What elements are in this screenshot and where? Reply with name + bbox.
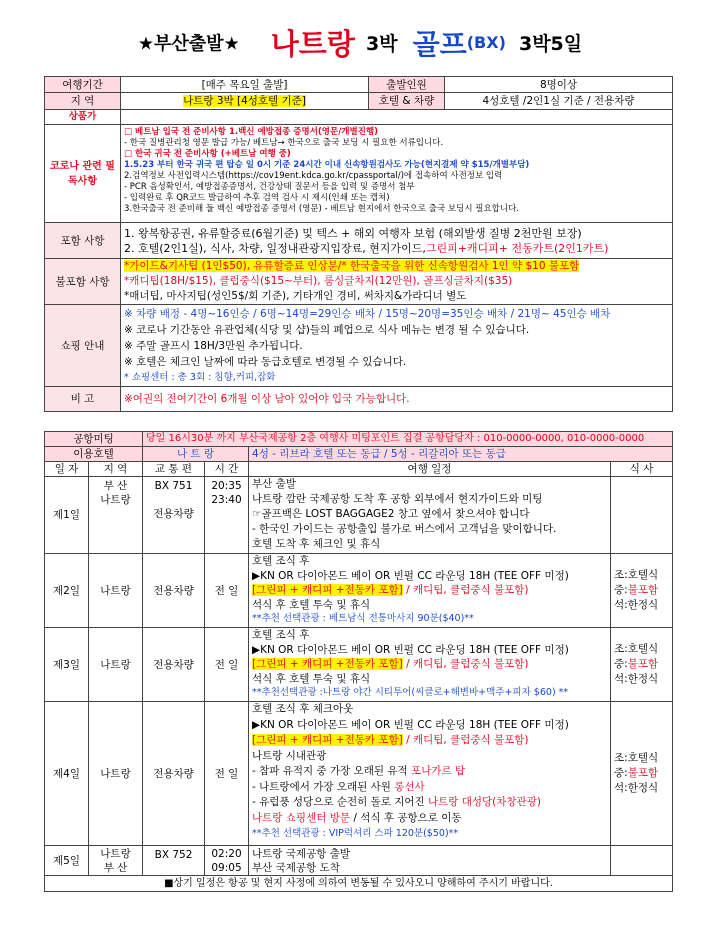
col-transport: 교 통 편 (143, 462, 205, 477)
title-airline: (BX) (466, 33, 506, 52)
golf-fees-excluded: / 캐디팁, 클럽중식 불포함) (406, 658, 529, 670)
included-golf-fees: 그린피+캐디피+ 전동카트(2인1카트) (425, 241, 609, 255)
hotel-row-label: 이용호텔 (45, 447, 143, 462)
meal-lunch: 불포함 (627, 658, 659, 670)
golf-fees-included: [그린피 + 캐디피 +전동카 포함] (252, 584, 403, 596)
meal-lunch: 불포함 (627, 767, 659, 779)
shopping-line-4: ※ 호텔은 체크인 날짜에 따라 동급호텔로 변경될 수 있습니다. (124, 355, 407, 368)
day-row-1 (45, 477, 673, 554)
corona-line-5: 2.검역정보 사전입력시스템(https://cov19ent.kdca.go.kr/cpassportal/)에 접속하여 사전정보 입력 (124, 171, 503, 181)
title-nights: 3박 (365, 33, 398, 55)
day-region: 나트랑 (89, 628, 143, 702)
people-value: 8명이상 (445, 77, 673, 93)
schedule-line: ▶KN OR 다이아몬드 베이 OR 빈펄 CC 라운딩 18H (TEE OFF 미정) (252, 643, 569, 656)
page-title (0, 22, 720, 72)
included-label: 포함 사항 (45, 223, 121, 259)
title-golf: 골프 (412, 27, 467, 61)
day-label: 제5일 (45, 846, 89, 876)
day-meals (611, 628, 673, 702)
schedule-line: 호텔 도착 후 체크인 및 휴식 (252, 538, 381, 550)
corona-line-7: - 입력완료 후 QR코드 발급하여 추후 검역 검사 시 제시(인쇄 또는 캡쳐) (124, 193, 390, 203)
day-schedule (249, 554, 611, 628)
schedule-line: 호텔 조식 후 (252, 555, 310, 567)
excluded-label: 불포함 사항 (45, 259, 121, 305)
col-day: 일 자 (45, 462, 89, 477)
schedule-line: 나트랑 깜란 국제공항 도착 후 공항 외부에서 현지가이드와 미팅 (252, 493, 543, 505)
schedule-line: ▶KN OR 다이아몬드 베이 OR 빈펄 CC 라운딩 18H (TEE OFF 미정) (252, 569, 569, 582)
sight-1-name: 포나가르 탑 (411, 765, 466, 777)
schedule-line: 석식 후 호텔 투숙 및 휴식 (252, 598, 371, 611)
schedule-line: 부산 국제공항 도착 (252, 861, 340, 874)
title-duration: 3박5일 (518, 33, 583, 55)
corona-line-3: □ 한국 귀국 전 준비사항 (+베트남 여행 중) (124, 149, 291, 159)
hotel-vehicle-label: 호텔 & 차량 (369, 93, 445, 110)
included-line-2: 2. 호텔(2인1실), 식사, 차량, 일정내관광지입장료, 현지가이드, (124, 241, 426, 255)
day-region: 나트랑 (89, 554, 143, 628)
product-info-table (44, 76, 673, 412)
day-schedule (249, 702, 611, 846)
optional-tour: **추천선택관광 :나트랑 야간 시티투어(씨클로+해변바+맥주+피자 $60) ** (252, 687, 569, 698)
corona-line-2: - 한국 질병관리청 영문 발급 가능/ 베트남→ 한국으로 출국 보딩 시 필요한 서류입니다. (124, 138, 444, 148)
meal-breakfast: 조:호텔식 (614, 569, 659, 581)
day-row-5 (45, 846, 673, 876)
people-label: 출발인원 (369, 77, 445, 93)
day-region: 나트랑 부 산 (89, 846, 143, 876)
footer-note: ■상기 일정은 항공 및 현지 사정에 의하여 변동될 수 있사오니 양해하여 주시기 바랍니다. (45, 876, 673, 892)
shopping-line-3: ※ 주말 골프시 18H/3만원 추가됩니다. (124, 339, 303, 352)
shopping-visit: 나트랑 쇼핑센터 방문 (252, 811, 350, 824)
sight-1-desc: - 참파 유적지 중 가장 오래된 유적 (252, 765, 408, 777)
day-label: 제3일 (45, 628, 89, 702)
corona-line-1: □ 베트남 입국 전 준비사항 1.백신 예방접종 증명서(영문/개별진행) (124, 127, 379, 137)
corona-notes (121, 125, 673, 223)
schedule-line: 나트랑 국제공항 출발 (252, 847, 350, 860)
hotel-vehicle-value: 4성호텔 /2인1실 기준 / 전용차량 (445, 93, 673, 110)
day-transport: 전용차량 (143, 554, 205, 628)
product-price-value (121, 110, 673, 125)
golf-fees-excluded: / 캐디팁, 클럽중식 불포함) (406, 584, 529, 596)
schedule-line: 나트랑 시내관광 (252, 749, 327, 762)
day-transport: 전용차량 (143, 702, 205, 846)
schedule-line: 호텔 조식 후 (252, 629, 310, 641)
shopping-line-2: ※ 코로나 기간동안 유관업체(식당 및 샵)들의 폐업으로 식사 메뉴는 변경 될 수 있습니다. (124, 323, 530, 336)
schedule-line: 부산 출발 (252, 478, 296, 490)
schedule-line: ☞골프백은 LOST BAGGAGE2 창고 옆에서 찾으셔야 합니다 (252, 508, 530, 520)
day-label: 제4일 (45, 702, 89, 846)
excluded-items (121, 259, 673, 305)
day-transport: BX 751 전용차량 (143, 477, 205, 554)
product-price-label: 상품가 (45, 110, 121, 125)
day-row-3 (45, 628, 673, 702)
day-schedule (249, 477, 611, 554)
day-region: 나트랑 (89, 702, 143, 846)
meal-dinner: 석:한정식 (614, 782, 659, 794)
excluded-line-1: *가이드&기사팁 (1인$50), 유류할증료 인상분/* 한국출국을 위한 신속항원검사 1인 약 $10 불포함 (124, 260, 580, 272)
title-destination: 나트랑 (270, 27, 355, 61)
col-meals: 식 사 (611, 462, 673, 477)
day-region: 부 산 나트랑 (89, 477, 143, 554)
day-time: 20:35 23:40 (205, 477, 249, 554)
remarks-value: ※여권의 전여기간이 6개월 이상 남아 있어야 입국 가능합니다. (121, 387, 673, 412)
day-time: 02:20 09:05 (205, 846, 249, 876)
golf-fees-included: [그린피 + 캐디피 +전동카 포함] (252, 734, 403, 746)
meal-breakfast: 조:호텔식 (614, 643, 659, 655)
day-meals (611, 846, 673, 876)
schedule-line: / 석식 후 공항으로 이동 (353, 811, 462, 824)
shopping-label: 쇼핑 안내 (45, 305, 121, 387)
day-label: 제2일 (45, 554, 89, 628)
day-time: 전 일 (205, 554, 249, 628)
sight-2-name: 롱선사 (394, 780, 425, 793)
day-label: 제1일 (45, 477, 89, 554)
meal-lunch-label: 중: (614, 584, 628, 596)
schedule-line: 호텔 조식 후 체크아웃 (252, 703, 354, 715)
hotel-row-city: 나 트 랑 (143, 447, 249, 462)
shopping-items (121, 305, 673, 387)
meal-lunch-label: 중: (614, 658, 628, 670)
day-meals (611, 477, 673, 554)
day-schedule (249, 628, 611, 702)
corona-line-8: 3.한국출국 전 준비해 둘 백신 예방접종 증명서 (영문) - 베트남 현지에서 한국으로 출국 보딩시 필요합니다. (124, 204, 519, 214)
corona-line-4: 1.5.23 부터 한국 귀국 편 탑승 일 0시 기준 24시간 이내 신속항원검사도 가능(현지결제 약 $15/개별부담) (124, 160, 530, 170)
period-label: 여행기간 (45, 77, 121, 93)
period-value: [매주 목요일 출발] (121, 77, 369, 93)
optional-tour: **추천 선택관광 : 베트남식 전통마사지 90분($40)** (252, 613, 474, 624)
sight-3-name: 나트랑 대성당(차창관광) (427, 796, 541, 808)
day-row-4 (45, 702, 673, 846)
meal-lunch-label: 중: (614, 767, 628, 779)
hotel-row-value: 4성 - 리브라 호텔 또는 동급 / 5성 - 리갈리아 또는 동급 (249, 447, 673, 462)
col-region: 지 역 (89, 462, 143, 477)
meeting-label: 공항미팅 (45, 432, 143, 447)
excluded-line-3: *매너팁, 마사지팁(성인5$/회 기준), 기타개인 경비, 써차지&가라디너 별도 (124, 290, 467, 302)
region-value: 나트랑 3박 [4성호텔 기준] (183, 95, 306, 107)
day-transport: 전용차량 (143, 628, 205, 702)
optional-tour: **추천 선택관광 : VIP럭셔리 스파 120분($50)** (252, 828, 459, 839)
meeting-value: 당일 16시30분 까지 부산국제공항 2층 여행사 미팅포인트 집결 공항담당자 : 010-0000-0000, 010-0000-0000 (143, 432, 673, 447)
col-schedule: 여행 일정 (249, 462, 611, 477)
day-row-2 (45, 554, 673, 628)
meal-breakfast: 조:호텔식 (614, 752, 659, 764)
remarks-label: 비 고 (45, 387, 121, 412)
corona-line-6: - PCR 음성확인서, 예방접종증명서, 건강상태 질문서 등을 입력 및 증명서 첨부 (124, 182, 415, 192)
excluded-line-2: *캐디팁(18H/$15), 클럽중식($15~부터), 룸싱글차지(12만원), 골프싱글차지($35) (124, 275, 513, 287)
day-schedule (249, 846, 611, 876)
included-items (121, 223, 673, 259)
meal-lunch: 불포함 (627, 584, 659, 596)
title-departure: ★부산출발★ (137, 33, 240, 55)
day-time: 전 일 (205, 628, 249, 702)
schedule-line: 석식 후 호텔 투숙 및 휴식 (252, 672, 371, 685)
sight-3-desc: - 유럽풍 성당으로 순전히 돌로 지어진 (252, 796, 425, 808)
schedule-line: ▶KN OR 다이아몬드 베이 OR 빈펄 CC 라운딩 18H (TEE OFF 미정) (252, 718, 569, 731)
sight-2-desc: - 나트랑에서 가장 오래된 사원 (252, 780, 391, 793)
itinerary-table (44, 431, 673, 892)
schedule-line: - 한국인 가이드는 공항출입 불가로 버스에서 고객님을 맞이합니다. (252, 523, 557, 535)
corona-label: 코로나 관련 필독사항 (45, 125, 121, 223)
shopping-line-1: ※ 차량 배정 - 4명~16인승 / 6명~14명=29인승 배차 / 15명~20명=35인승 배차 / 21명~ 45인승 배차 (124, 307, 611, 320)
day-time: 전 일 (205, 702, 249, 846)
meal-dinner: 석:한정식 (614, 599, 659, 611)
col-time: 시 간 (205, 462, 249, 477)
region-label: 지 역 (45, 93, 121, 110)
meal-dinner: 석:한정식 (614, 673, 659, 685)
golf-fees-included: [그린피 + 캐디피 +전동카 포함] (252, 658, 403, 670)
day-meals (611, 702, 673, 846)
included-line-1: 1. 왕복항공권, 유류할증료(6월기준) 및 텍스 + 해외 여행자 보험 (해외발생 질병 2천만원 보장) (124, 226, 582, 240)
day-transport: BX 752 (143, 846, 205, 876)
shopping-line-5: * 쇼핑센터 : 총 3회 : 침향,커피,잡화 (124, 371, 276, 383)
day-meals (611, 554, 673, 628)
golf-fees-excluded: / 캐디팁, 클럽중식 불포함) (406, 734, 529, 746)
